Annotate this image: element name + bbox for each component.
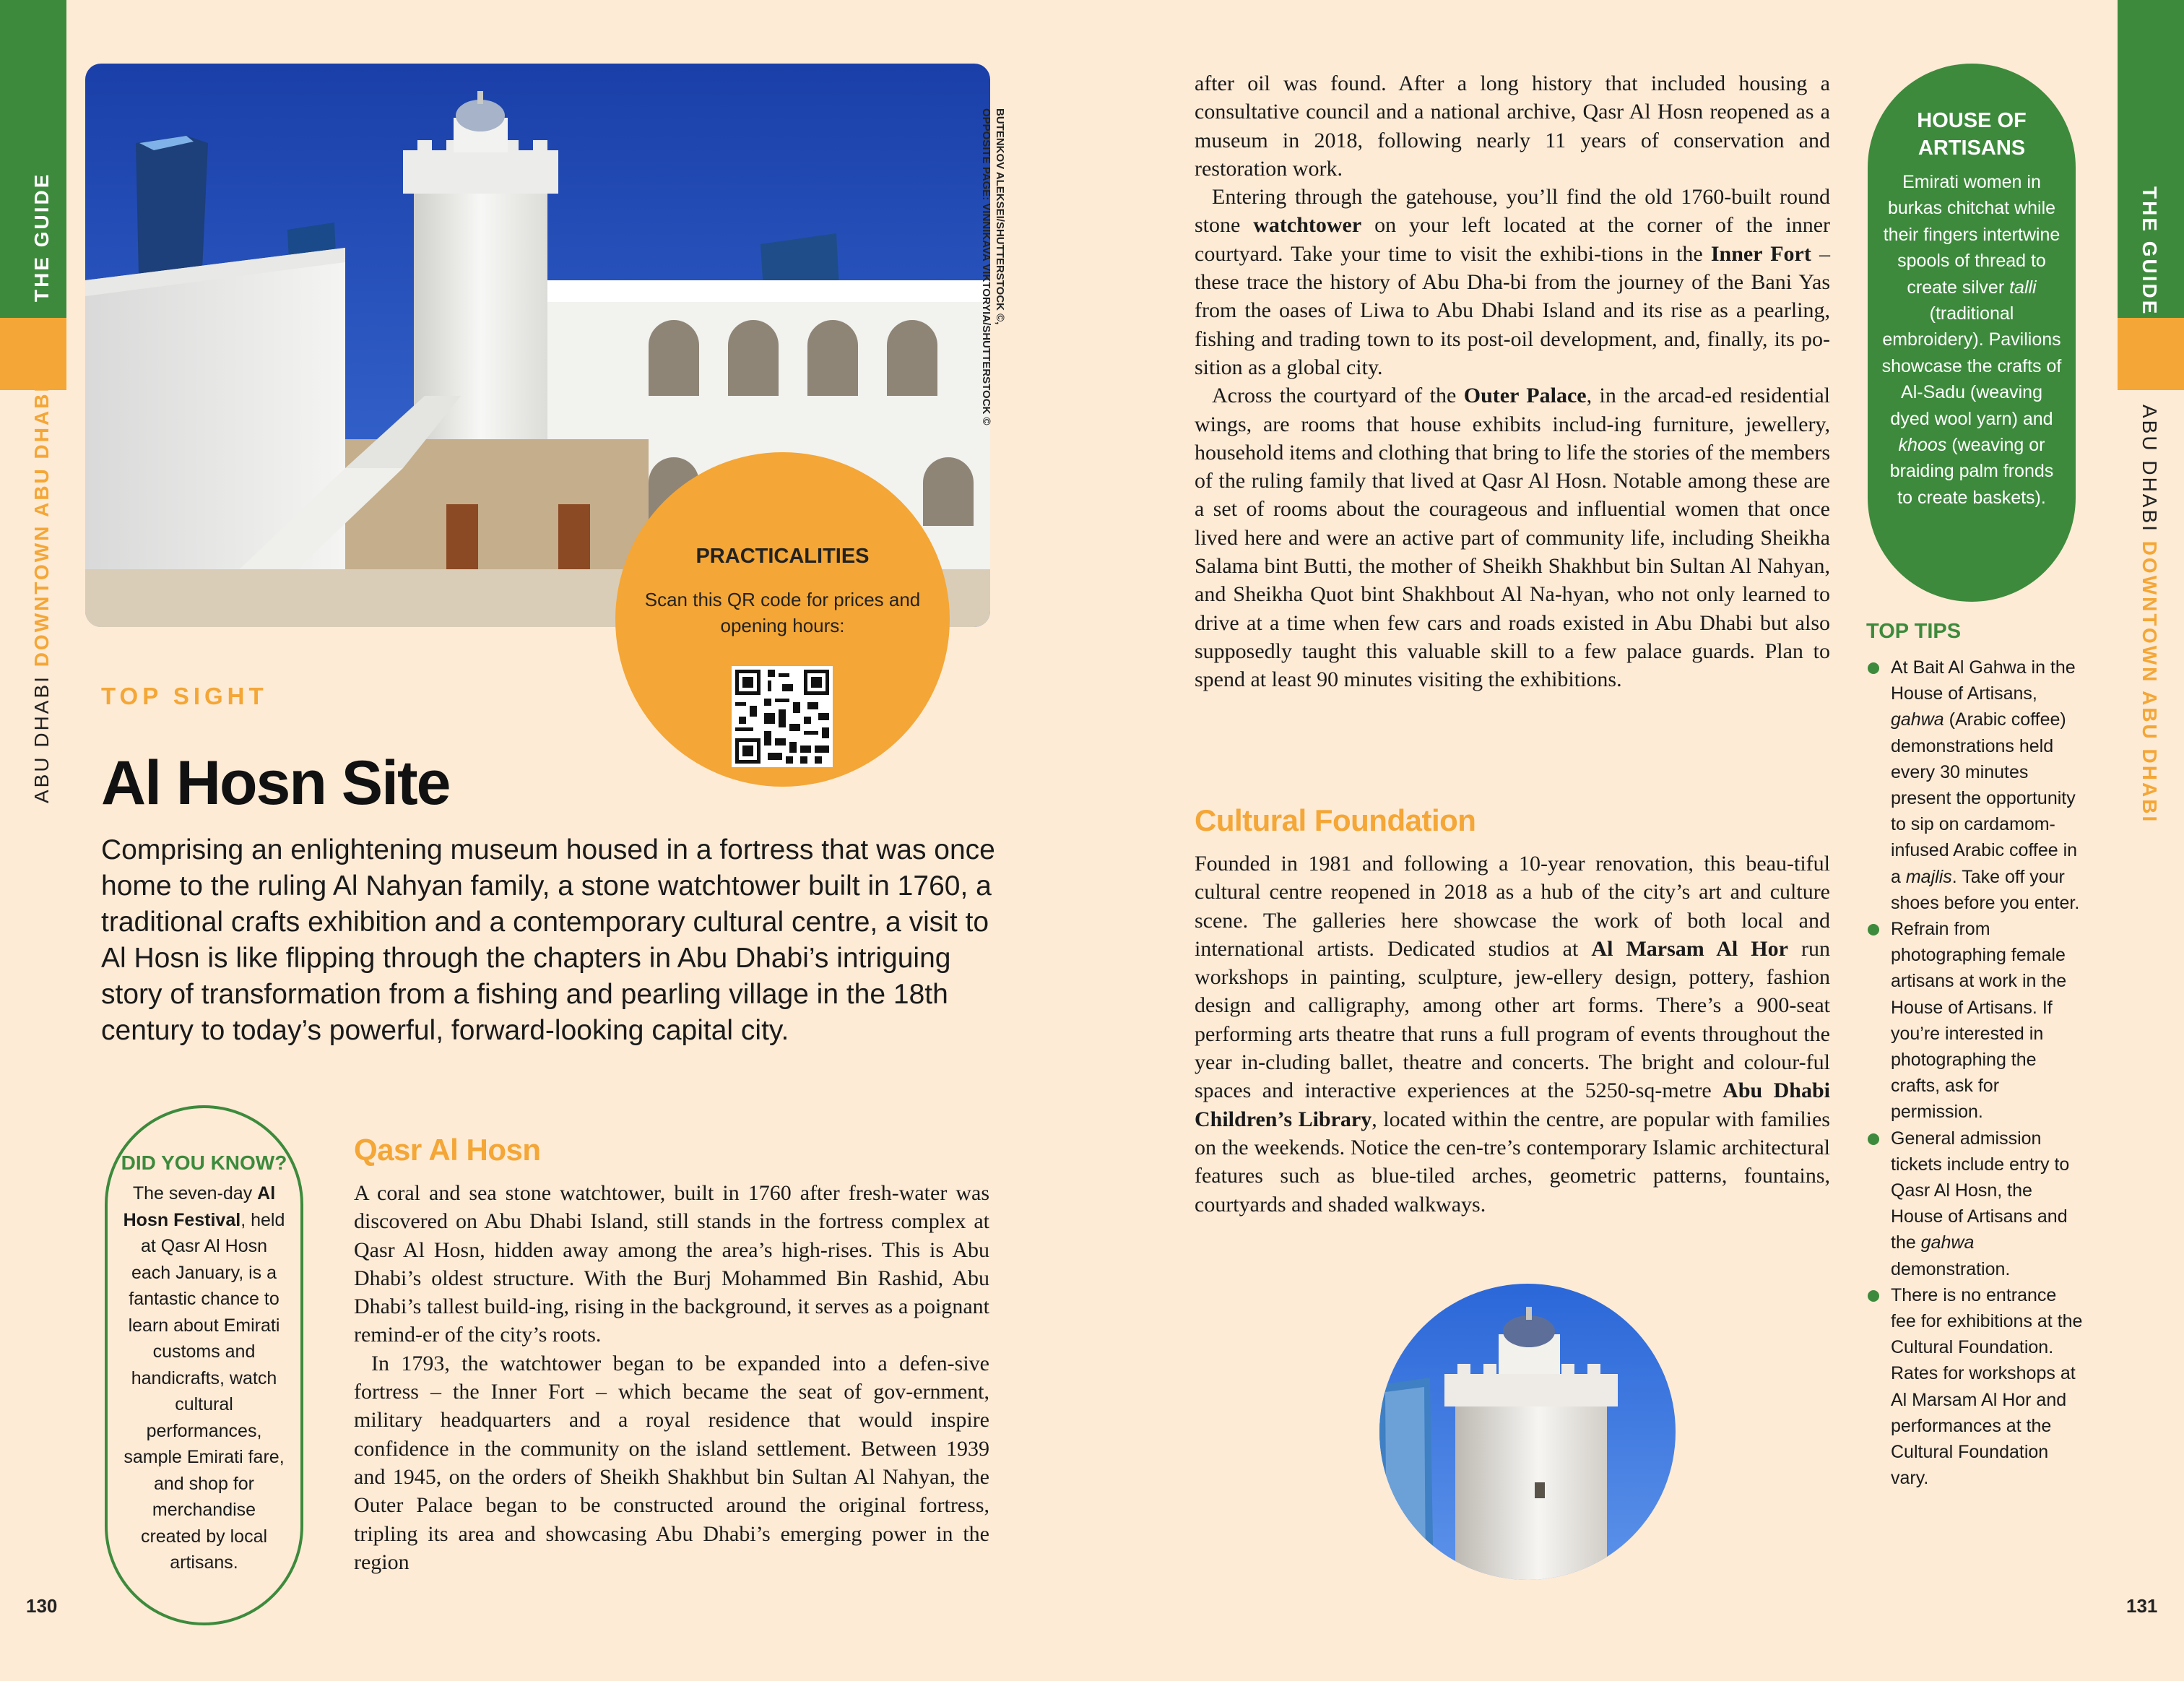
- right-breadcrumb: ABU DHABI DOWNTOWN ABU DHABI: [2138, 405, 2161, 824]
- heading-qasr-al-hosn: Qasr Al Hosn: [354, 1133, 541, 1167]
- round-photo-watchtower: [1379, 1284, 1676, 1580]
- body-paragraph: Entering through the gatehouse, you’ll find the old 1760-built round stone watchtower on your left located at the corner of the inner courtyard. Take your time to visit the exhibi-tions in the Inner Fort – these trace the history of Abu Dha-bi from the journey of the Bani Yas from the oases of Liwa to Abu Dhabi Island and its rise as a pearling, fishing and trading town to its post-oil development, and, finally, its po-sition as a global city.: [1195, 185, 1831, 379]
- practicalities-text: Scan this QR code for prices and opening hours:: [644, 589, 921, 636]
- bullet-icon: [1868, 1133, 1879, 1145]
- right-page-body: [1195, 69, 1830, 694]
- bullet-icon: [1868, 924, 1879, 935]
- practicalities-title: PRACTICALITIES: [696, 545, 870, 568]
- top-tips-list: [1866, 654, 2083, 1492]
- kicker-top-sight: TOP SIGHT: [101, 683, 268, 709]
- photo-credit: BUTENKOV ALEKSEI/SHUTTERSTOCK ©, OPPOSITE PAGE: VINNIKAVA VIKTORYIA/SHUTTERSTOCK ©: [980, 108, 1006, 425]
- page-title: Al Hosn Site: [101, 748, 450, 818]
- bullet-icon: [1868, 1290, 1879, 1302]
- did-you-know-text: The seven-day Al Hosn Festival, held at Qasr Al Hosn each January, is a fantastic chance to learn about Emirati customs and handicrafts, watch cultural performances, sample Emirati fare, and shop for merchandise created by local artisans.: [123, 1183, 285, 1573]
- tip-item: General admission tickets include entry to Qasr Al Hosn, the House of Artisans and the gahwa demonstration.: [1866, 1125, 2083, 1282]
- right-section-tab-accent: [2118, 318, 2184, 390]
- cultural-foundation-body: [1195, 850, 1830, 1219]
- left-breadcrumb: ABU DHABI DOWNTOWN ABU DHABI: [30, 384, 53, 803]
- did-you-know-title: DID YOU KNOW?: [121, 1151, 287, 1174]
- house-of-artisans-box: [1868, 64, 2076, 602]
- practicalities-badge: [615, 452, 950, 787]
- bullet-icon: [1868, 662, 1879, 674]
- heading-cultural-foundation: Cultural Foundation: [1195, 803, 1476, 837]
- did-you-know-box: [105, 1105, 303, 1625]
- intro-paragraph: Comprising an enlightening museum housed in a fortress that was once home to the ruling Al Nahyan family, a stone watchtower built in 1760, a traditional crafts exhibition and a contemporary cultural centre, a visit to Al Hosn is like flipping through the chapters in Abu Dhabi’s intriguing story of transformation from a fishing and pearling village in the 18th century to today’s powerful, forward-looking capital city.: [101, 834, 995, 1046]
- right-section-label: THE GUIDE: [2138, 186, 2161, 316]
- tip-item: There is no entrance fee for exhibitions at the Cultural Foundation. Rates for workshops at Al Marsam Al Hor and performances at the Cultural Foundation vary.: [1866, 1282, 2083, 1492]
- right-page-number: 131: [2126, 1595, 2158, 1617]
- qasr-al-hosn-body: [354, 1179, 989, 1576]
- body-paragraph: Founded in 1981 and following a 10-year renovation, this beau-tiful cultural centre reopened in 2018 as a hub of the city’s art and culture scene. The galleries here showcase the work of both local and international artists. Dedicated studios at Al Marsam Al Hor run workshops in painting, sculpture, jew-ellery design, pottery, fashion design and calligraphy, among other art forms. There’s a 900-seat performing arts theatre that runs a full program of events throughout the year in-cluding ballet, theatre and concerts. The bright and colour-ful spaces and interactive experiences at the 5250-sq-metre Abu Dhabi Children’s Library, located within the centre, are popular with families on the weekends. Notice the cen-tre’s contemporary Islamic architectural features such as blue-tiled arches, geometric patterns, fountains, courtyards and shaded walkways.: [1195, 852, 1831, 1217]
- tip-item: At Bait Al Gahwa in the House of Artisans, gahwa (Arabic coffee) demonstrations held every 30 minutes present the opportunity to sip on cardamom-infused Arabic coffee in a majlis. Take off your shoes before you enter.: [1866, 654, 2083, 916]
- body-paragraph: In 1793, the watchtower began to be expanded into a defen-sive fortress – the Inner Fort – which became the seat of gov-ernment, military headquarters and a royal residence that would inspire confidence in the community on the island settlement. Between 1939 and 1945, on the orders of Sheikh Shakhbut bin Sultan Al Nahyan, the Outer Palace began to be constructed around the original fortress, tripling its area and showcasing Abu Dhabi’s emerging power in the region: [354, 1351, 989, 1574]
- house-of-artisans-text: Emirati women in burkas chitchat while their fingers intertwine spools of thread to create silver talli (traditional embroidery). Pavilions showcase the crafts of Al-Sadu (weaving dyed wool yarn) and khoos (weaving or braiding palm fronds to create baskets).: [1881, 172, 2062, 508]
- qr-code-icon[interactable]: [732, 666, 833, 767]
- left-page-number: 130: [26, 1595, 58, 1617]
- left-section-tab-accent: [0, 318, 66, 390]
- left-section-label: THE GUIDE: [30, 172, 53, 302]
- body-paragraph: Across the courtyard of the Outer Palace, in the arcad-ed residential wings, are rooms that house exhibits includ-ing furniture, jewellery, household items and clothing that bring to life the stories of the members of the ruling family that lived at Qasr Al Hosn. Notable among these are a set of rooms about the courageous and influential women that once lived here and were an active part of community life, including Sheikha Salama bint Butti, the mother of Sheikh Shakhbut bin Sultan Al Nahyan, and Sheikha Quot bint Shakhbout Al Na-hyan, who not only learned to drive at a time when few cars and roads existed in Abu Dhabi but also supposedly taught this valuable skill to a few palace guards. Plan to spend at least 90 minutes visiting the exhibitions.: [1195, 384, 1831, 692]
- top-tips-title: TOP TIPS: [1866, 620, 1962, 643]
- body-paragraph: A coral and sea stone watchtower, built in 1760 after fresh-water was discovered on Abu Dhabi Island, still stands in the fortress complex at Qasr Al Hosn, hidden away among the area’s high-rises. This is Abu Dhabi’s oldest structure. With the Burj Mohammed Bin Rashid, Abu Dhabi’s tallest build-ing, rising in the background, it serves as a poignant remind-er of the city’s roots.: [354, 1181, 989, 1347]
- tip-item: Refrain from photographing female artisans at work in the House of Artisans. If you’re interested in photographing the crafts, ask for permission.: [1866, 916, 2083, 1125]
- body-paragraph: after oil was found. After a long history that included housing a consultative council and a national archive, Qasr Al Hosn reopened as a museum in 2018, following nearly 11 years of conservation and restoration work.: [1195, 72, 1830, 181]
- house-of-artisans-title: HOUSE OF ARTISANS: [1917, 109, 2027, 160]
